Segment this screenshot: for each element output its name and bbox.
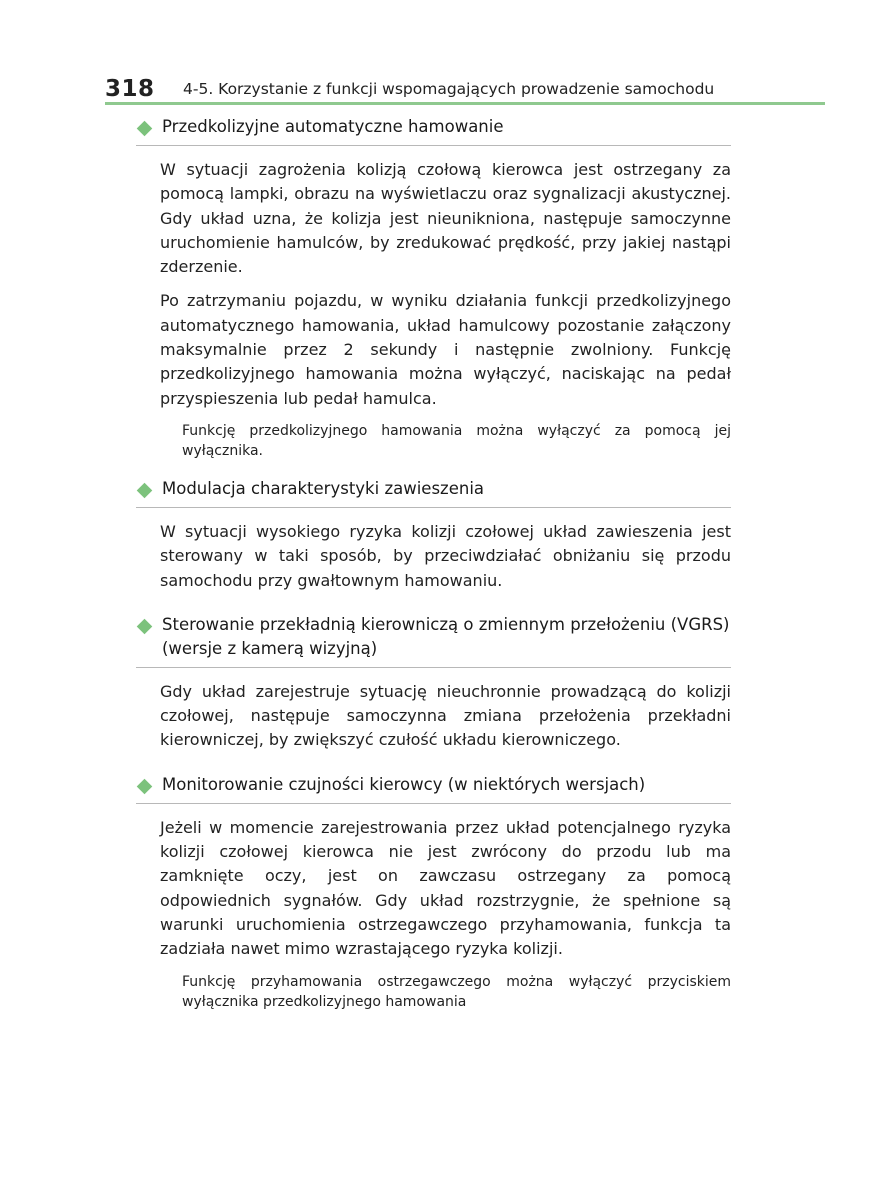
paragraph: W sytuacji wysokiego ryzyka kolizji czołowej układ zawieszenia jest sterowany w taki sposób, by przeciwdziałać obniżaniu się przodu samochodu przy gwałtownym hamowaniu. [160, 521, 731, 590]
section-heading-text: Monitorowanie czujności kierowcy (w niektórych wersjach) [162, 774, 646, 794]
section-suspension-modulation [136, 477, 731, 613]
note: Funkcję przedkolizyjnego hamowania można wyłączyć za pomocą jej wyłącznika. [182, 422, 731, 459]
section-heading [136, 115, 731, 146]
paragraph: Gdy układ zarejestruje sytuację nieuchronnie prowadzącą do kolizji czołowej, następuje samoczynna zmiana przełożenia przekładni kierowniczej, by zwiększyć czułość układu kierowniczego. [160, 681, 731, 750]
section-body [136, 668, 731, 773]
paragraph: W sytuacji zagrożenia kolizją czołową kierowca jest ostrzegany za pomocą lampki, obrazu na wyświetlaczu oraz sygnalizacji akustycznej. Gdy układ uzna, że kolizja jest nieunikniona, następuje samoczynne uruchomienie hamulców, by zredukować prędkość, przy jakiej nastąpi zderzenie. [160, 160, 731, 277]
section-heading-text: Modulacja charakterystyki zawieszenia [162, 478, 485, 498]
section-heading [136, 613, 731, 668]
section-vgrs-steering [136, 613, 731, 773]
section-pre-collision-braking [136, 115, 731, 477]
page-number: 318 [105, 76, 155, 102]
paragraph: Po zatrzymaniu pojazdu, w wyniku działania funkcji przedkolizyjnego automatycznego hamowania, układ hamulcowy pozostanie załączony maksymalnie przez 2 sekundy i następnie zwolniony. Funkcję przedkolizyjnego hamowania można wyłączyć, naciskając na pedał przyspieszenia lub pedał hamulca. [160, 291, 731, 408]
diamond-icon [137, 619, 153, 635]
section-heading [136, 477, 731, 508]
section-driver-monitoring [136, 773, 731, 1028]
diamond-icon [137, 121, 153, 137]
diamond-icon [137, 483, 153, 499]
page-content [136, 115, 731, 1028]
diamond-icon [137, 778, 153, 794]
section-heading-text: Przedkolizyjne automatyczne hamowanie [162, 117, 504, 136]
section-heading-text: Sterowanie przekładnią kierowniczą o zmiennym przełożeniu (VGRS) (wersje z kamerą wizyjną) [162, 614, 730, 658]
section-body [136, 804, 731, 1028]
note: Funkcję przyhamowania ostrzegawczego można wyłączyć przyciskiem wyłącznika przedkolizyjnego hamowania [182, 973, 731, 1010]
section-body [136, 146, 731, 477]
paragraph: Jeżeli w momencie zarejestrowania przez układ potencjalnego ryzyka kolizji czołowej kierowca nie jest zwrócony do przodu lub ma zamknięte oczy, jest on zawczasu ostrzegany za pomocą odpowiednich sygnałów. Gdy układ rozstrzygnie, że spełnione są warunki uruchomienia ostrzegawczego przyhamowania, funkcja ta zadziała nawet mimo wzrastającego ryzyka kolizji. [160, 817, 731, 959]
header-rule [105, 102, 825, 105]
section-heading [136, 773, 731, 804]
chapter-title: 4-5. Korzystanie z funkcji wspomagających prowadzenie samochodu [183, 80, 715, 98]
page-header [105, 72, 825, 106]
section-body [136, 508, 731, 613]
